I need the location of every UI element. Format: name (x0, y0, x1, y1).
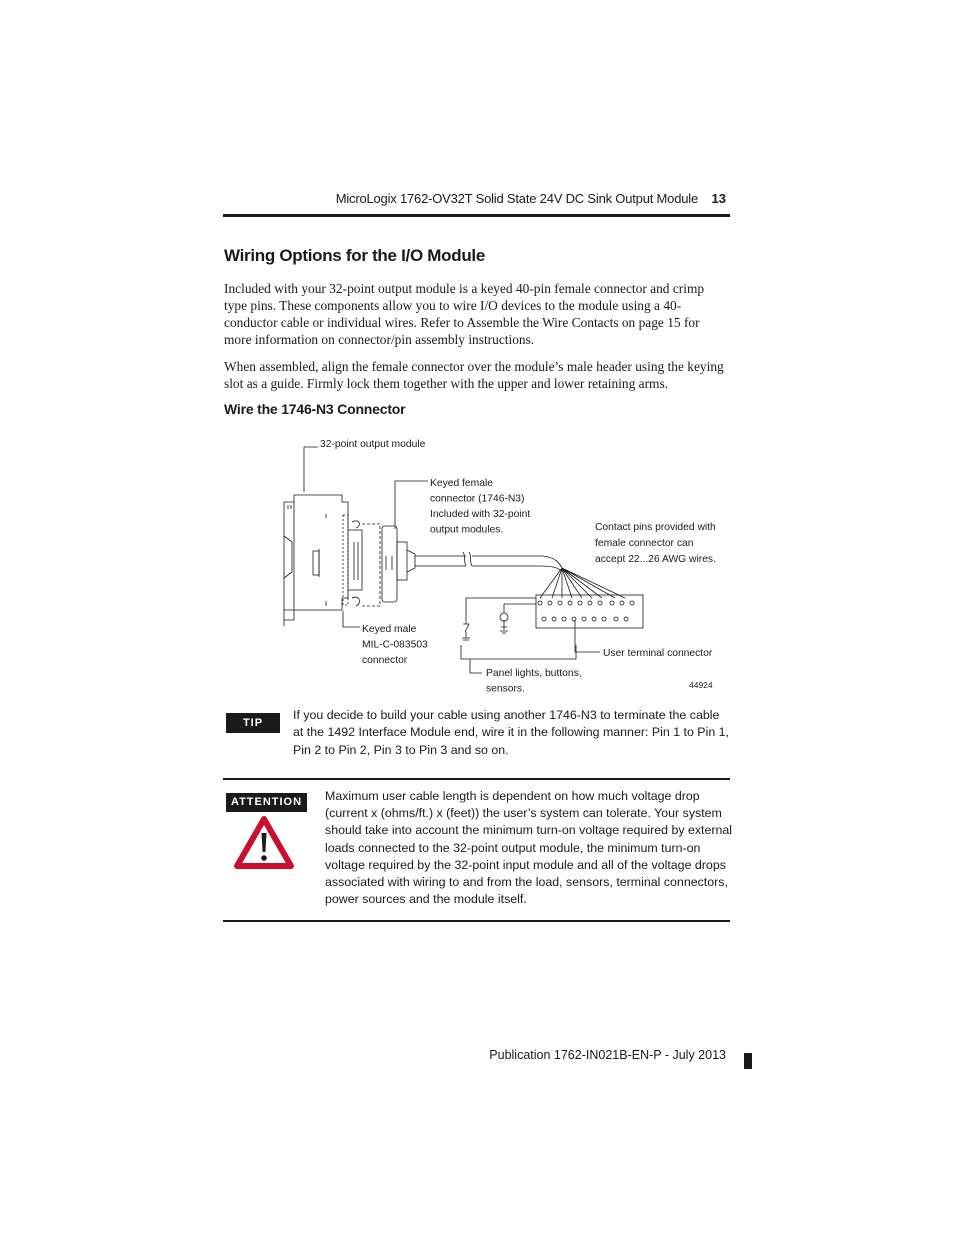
header-title: MicroLogix 1762-OV32T Solid State 24V DC Sink Output Module (335, 191, 698, 206)
label-contact-pins: female connector can (595, 538, 694, 549)
label-module: 32-point output module (320, 439, 426, 450)
female-connector-drawing (362, 524, 415, 606)
label-contact-pins: accept 22...26 AWG wires. (595, 554, 716, 565)
page-marker (744, 1053, 752, 1069)
label-female-connector: Included with 32-point (430, 509, 531, 520)
publication-footer: Publication 1762-IN021B-EN-P - July 2013 (489, 1048, 726, 1062)
body-paragraph: Included with your 32-point output module is a keyed 40-pin female connector and crimp type pins. These components allow you to wire I/O devices to the module using a 40-conductor cable or individual wires. Refer to Assemble the Wire Contacts on page 15 for more information on connector/pin assembly instructions. (224, 281, 705, 347)
attention-badge: ATTENTION (226, 793, 307, 812)
wiring-diagram (270, 430, 740, 695)
header-rule (223, 214, 730, 217)
warning-triangle-icon (234, 816, 294, 869)
label-panel-devices: Panel lights, buttons, (486, 668, 582, 679)
subsection-title: Wire the 1746-N3 Connector (224, 401, 406, 417)
label-male-connector: MIL-C-083503 (362, 639, 428, 651)
label-female-connector: connector (1746-N3) (430, 493, 525, 505)
label-female-connector: Keyed female (430, 478, 493, 489)
label-female-connector: output modules. (430, 524, 504, 536)
label-male-connector: connector (362, 655, 408, 666)
output-module-drawing (284, 495, 362, 626)
label-terminal-connector: User terminal connector (603, 648, 713, 659)
tip-text: If you decide to build your cable using another 1746-N3 to terminate the cable at the 1492 Interface Module end, wire it in the following manner: Pin 1 to Pin 1, Pin 2 to Pin 2, Pin 3 to Pin 3 and so on. (293, 708, 729, 757)
cable-drawing (415, 552, 625, 598)
section-title: Wiring Options for the I/O Module (224, 246, 485, 265)
attention-text: Maximum user cable length is dependent on how much voltage drop (current x (ohms/ft.) x (feet)) the user’s system can tolerate. Your system should take into account the minimum turn-on voltage required by external loads connected to the 32-point output module, the minimum turn-on voltage required by the 32-point input module and all of the voltage drops associated with wiring to and from the load, sensors, terminal connectors, power sources and the module itself. (325, 789, 733, 907)
tip-badge: TIP (226, 713, 280, 733)
attention-rule-bottom (223, 920, 730, 922)
page-number: 13 (711, 191, 726, 206)
terminal-block-drawing (536, 595, 643, 628)
wiring-figure (270, 430, 740, 695)
attention-rule-top (223, 778, 730, 780)
body-paragraph: When assembled, align the female connector over the module’s male header using the keying slot as a guide. Firmly lock them together with the upper and lower retaining arms. (224, 359, 724, 391)
running-header (224, 191, 730, 211)
field-devices-drawing (462, 598, 536, 640)
label-panel-devices: sensors. (486, 683, 525, 695)
label-male-connector: Keyed male (362, 624, 417, 635)
label-contact-pins: Contact pins provided with (595, 522, 716, 533)
figure-id: 44924 (689, 680, 713, 690)
